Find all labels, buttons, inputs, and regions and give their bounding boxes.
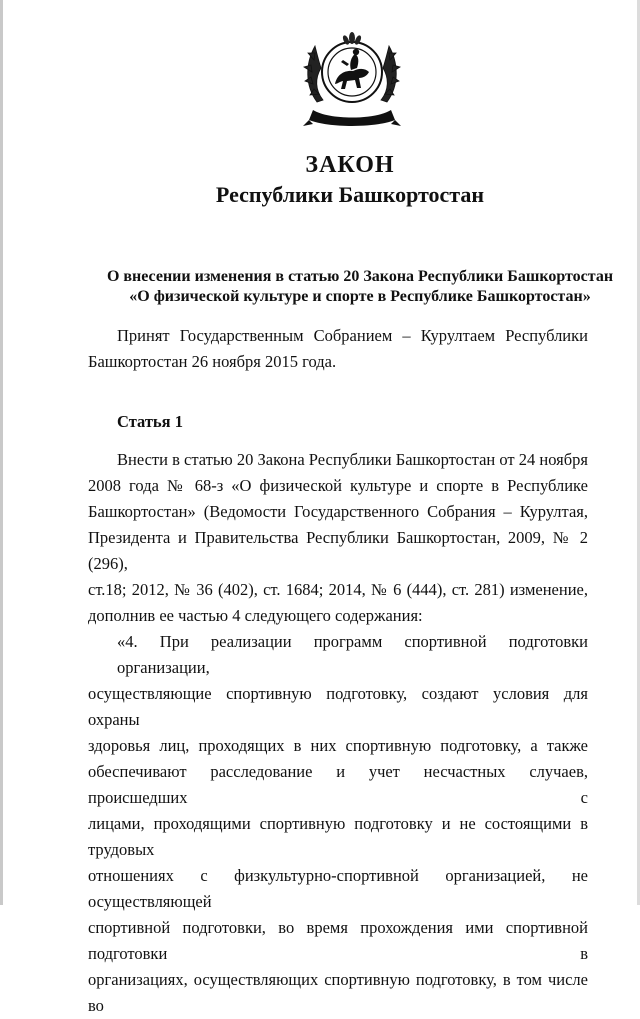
law-subject-line-2: «О физической культуре и спорте в Республике Башкортостан» bbox=[129, 288, 591, 305]
text-line: Внести в статью 20 Закона Республики Башкортостан от 24 ноября bbox=[117, 450, 588, 469]
text-line: дополнив ее частью 4 следующего содержания: bbox=[88, 606, 423, 625]
text-line: ст.18; 2012, № 36 (402), ст. 1684; 2014, № 6 (444), ст. 281) изменение, bbox=[88, 580, 588, 599]
adoption-note bbox=[88, 323, 588, 375]
text-line: осуществляющие спортивную подготовку, создают условия для охраны bbox=[88, 684, 588, 729]
text-line: 2008 года № 68-з «О физической культуре и спорте в Республике bbox=[88, 476, 588, 495]
text-line: здоровья лиц, проходящих в них спортивную подготовку, а также bbox=[88, 736, 588, 755]
article-intro-paragraph bbox=[88, 447, 588, 629]
text-line: спортивной подготовки, во время прохождения ими спортивной подготовки в bbox=[88, 918, 588, 963]
article-body bbox=[88, 447, 588, 1019]
document-title-block bbox=[0, 150, 640, 210]
text-line: Президента и Правительства Республики Башкортостан, 2009, № 2 (296), bbox=[88, 528, 588, 573]
text-line: Башкортостан» (Ведомости Государственного Собрания – Курултая, bbox=[88, 502, 588, 521]
text-line: организациях, осуществляющих спортивную подготовку, в том числе во bbox=[88, 970, 588, 1015]
adoption-note-line-1: Принят Государственным Собранием – Курултаем Республики bbox=[117, 326, 588, 345]
text-line: отношениях с физкультурно-спортивной организацией, не осуществляющей bbox=[88, 866, 588, 911]
document-subtitle: Республики Башкортостан bbox=[215, 182, 485, 207]
scan-edge-left bbox=[0, 0, 3, 905]
document-title: ЗАКОН bbox=[305, 152, 395, 178]
article-quote-paragraph bbox=[88, 629, 588, 1019]
text-line: обеспечивают расследование и учет несчастных случаев, происшедших с bbox=[88, 762, 588, 807]
adoption-note-line-2: Башкортостан 26 ноября 2015 года. bbox=[88, 352, 337, 371]
coat-of-arms-emblem bbox=[299, 24, 405, 132]
article-title: Статья 1 bbox=[117, 412, 183, 431]
law-subject-line-1: О внесении изменения в статью 20 Закона Республики Башкортостан bbox=[106, 268, 614, 285]
law-subject bbox=[60, 267, 640, 307]
text-line: «4. При реализации программ спортивной подготовки организации, bbox=[117, 632, 588, 677]
text-line: лицами, проходящими спортивную подготовку и не состоящими в трудовых bbox=[88, 814, 588, 859]
